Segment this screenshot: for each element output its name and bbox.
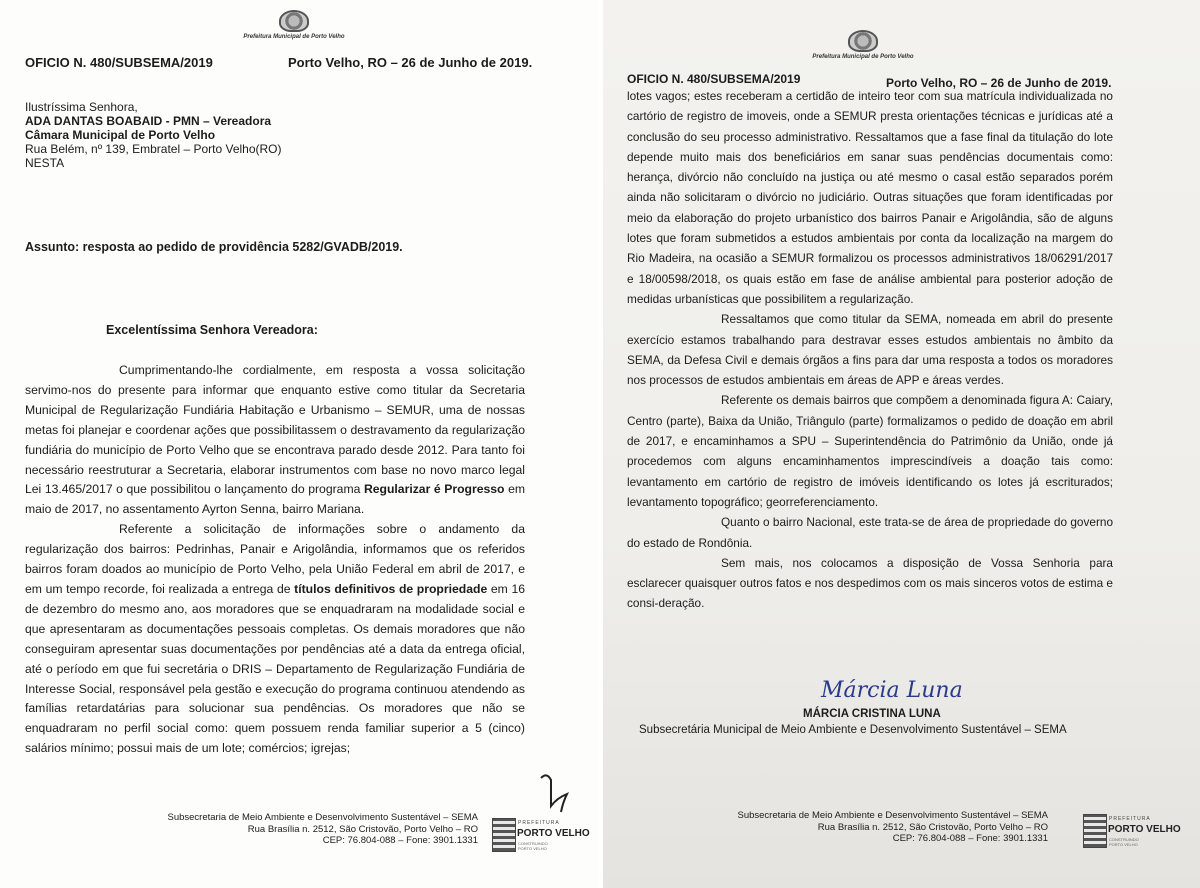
salutation: Ilustríssima Senhora, [25, 100, 138, 114]
letter-page-1 [0, 0, 598, 888]
flag-icon [1083, 814, 1107, 848]
subject-line: Assunto: resposta ao pedido de providência 5282/GVADB/2019. [25, 240, 403, 254]
paragraph: Referente a solicitação de informações sobre o andamento da regularização dos bairros: Pedrinhas, Panair e Arigolândia, informamos que os referidos bairros foram doados ao município de Porto Velho, pela União Federal em abril de 2017, e em um tempo recorde, foi realizada a entrega de títulos definitivos de propriedade em 16 de dezembro do mesmo ano, aos moradores que se enquadraram na modalidade social e que apresentaram as documentações pessoais completas. Os demais moradores que não conseguiram apresentar suas documentações por pendências até a data da entrega oficial, até o período em que fui secretária o DRIS – Departamento de Regularização Fundiária de Interesse Social, responsável pela gestão e execução do programa continuou atendendo as famílias retardatárias para solucionar sua pendências. Os moradores que não se enquadraram no perfil social como: quem possuem renda familiar superior a 5 (cinco) salários mínimo; possui mais de um lote; comércios; igrejas; [25, 522, 525, 756]
addressee-block [25, 100, 425, 170]
coat-of-arms-icon [848, 30, 878, 52]
signer-title: Subsecretária Municipal de Meio Ambiente e Desenvolvimento Sustentável – SEMA [639, 724, 1067, 736]
paragraph: Referente os demais bairros que compõem a denominada figura A: Caiary, Centro (parte), Baixa da União, Triângulo (parte) formalizamos o pedido de doação em abril de 2017, e encaminhamos a SPU – Superintendência do Patrimônio da União, onde já procedemos com alguns encaminhamentos imprescindíveis a doação tais como: levantamento em cartório de registro de imóveis identificando os lotes já escriturados; levantamento topográfico; georreferenciamento. [627, 393, 1113, 509]
addressee-organization: Câmara Municipal de Porto Velho [25, 128, 216, 142]
signer-name: MÁRCIA CRISTINA LUNA [803, 708, 941, 720]
oficio-number: OFICIO N. 480/SUBSEMA/2019 [25, 55, 213, 70]
footer-line: Subsecretaria de Meio Ambiente e Desenvolvimento Sustentável – SEMA [737, 810, 1048, 821]
paragraph: Ressaltamos que como titular da SEMA, nomeada em abril do presente exercício estamos trabalhando para destravar esses estudos ambientais no âmbito da SEMA, da Defesa Civil e demais órgãos a fins para dar uma resposta a todos os moradores nos processos de estudos ambientais em áreas de APP e áreas verdes. [627, 312, 1113, 388]
crest-caption: Prefeitura Municipal de Porto Velho [812, 54, 914, 60]
footer-address [168, 812, 479, 847]
letter-date: Porto Velho, RO – 26 de Junho de 2019. [886, 76, 1112, 90]
paragraph: Sem mais, nos colocamos a disposição de Vossa Senhoria para esclarecer quaisquer outros fatos e nos despedimos com os mais sinceros votos de estima e consi-deração. [627, 555, 1113, 611]
footer-line: CEP: 76.804-088 – Fone: 3901.1331 [322, 835, 478, 846]
addressee-street: Rua Belém, nº 139, Embratel – Porto Velho(RO) [25, 142, 282, 156]
footer-address [738, 810, 1049, 845]
crest-caption: Prefeitura Municipal de Porto Velho [243, 34, 345, 40]
greeting: Excelentíssima Senhora Vereadora: [106, 323, 318, 337]
paragraph: Cumprimentando-lhe cordialmente, em resposta a vossa solicitação servimo-nos do presente para informar que enquanto estive como titular da Secretaria Municipal de Regularização Fundiária Habitação e Urbanismo – SEMUR, uma de nossas metas foi planejar e coordenar ações que possibilitassem o destravamento da regularização fundiária do município de Porto Velho que se encontrava parado desde 2012. Para tanto foi necessário reestruturar a Secretaria, elaborar instrumentos com base no novo marco legal Lei 13.465/2017 o que possibilitou o lançamento do programa Regularizar é Progresso em maio de 2017, no assentamento Ayrton Senna, bairro Mariana. [25, 363, 525, 517]
addressee-city: NESTA [25, 156, 65, 170]
handwritten-initial [533, 768, 573, 818]
footer-line: CEP: 76.804-088 – Fone: 3901.1331 [892, 833, 1048, 844]
letter-date: Porto Velho, RO – 26 de Junho de 2019. [288, 55, 533, 70]
addressee-name: ADA DANTAS BOABAID - PMN – Vereadora [25, 114, 272, 128]
footer-line: Subsecretaria de Meio Ambiente e Desenvolvimento Sustentável – SEMA [167, 812, 478, 823]
coat-of-arms-icon [279, 10, 309, 32]
flag-icon [492, 818, 516, 852]
letter-page-2 [603, 0, 1200, 888]
letter-body-page-2 [627, 86, 1113, 614]
footer-line: Rua Brasília n. 2512, São Cristovão, Porto Velho – RO [247, 823, 478, 835]
handwritten-signature: Márcia Luna [821, 678, 963, 703]
municipal-crest [803, 30, 923, 60]
paragraph: Quanto o bairro Nacional, este trata-se de área de propriedade do governo do estado de Rondônia. [627, 515, 1113, 550]
paragraph: lotes vagos; estes receberam a certidão de inteiro teor com sua matrícula individualizada no cartório de registro de imoveis, onde a SEMUR presta orientações técnicas e jurídicas até a conclusão do seu processo administrativo. Ressaltamos que a fase final da titulação do lote depende muito mais dos beneficiários em sanar suas pendências documentais como: herança, divórcio não concluído na justiça ou até mesmo o casal estão separados porém ainda não solicitaram o divórcio no judiciário. Outras situações que foram identificadas por meio da elaboração do projeto urbanístico dos bairros Panair e Arigolândia, são de alguns lotes que foram submetidos a estudos ambientais por conta da localização na margem do Rio Madeira, na ocasião a SEMUR formalizou os processos administrativos 18/06291/2017 e 18/00598/2018, os quais estão em fase de análise ambiental para posterior adoção de medidas urbanísticas que possibilitem a regularização. [627, 89, 1113, 306]
letter-body-page-1 [25, 361, 525, 759]
municipal-crest [234, 10, 354, 40]
footer-line: Rua Brasília n. 2512, São Cristovão, Porto Velho – RO [817, 821, 1048, 833]
porto-velho-logo: PREFEITURA PORTO VELHO CONSTRUINDO PORTO VELHO [492, 818, 554, 854]
porto-velho-logo: PREFEITURA PORTO VELHO CONSTRUINDO PORTO VELHO [1083, 814, 1145, 850]
oficio-number: OFICIO N. 480/SUBSEMA/2019 [627, 72, 801, 86]
